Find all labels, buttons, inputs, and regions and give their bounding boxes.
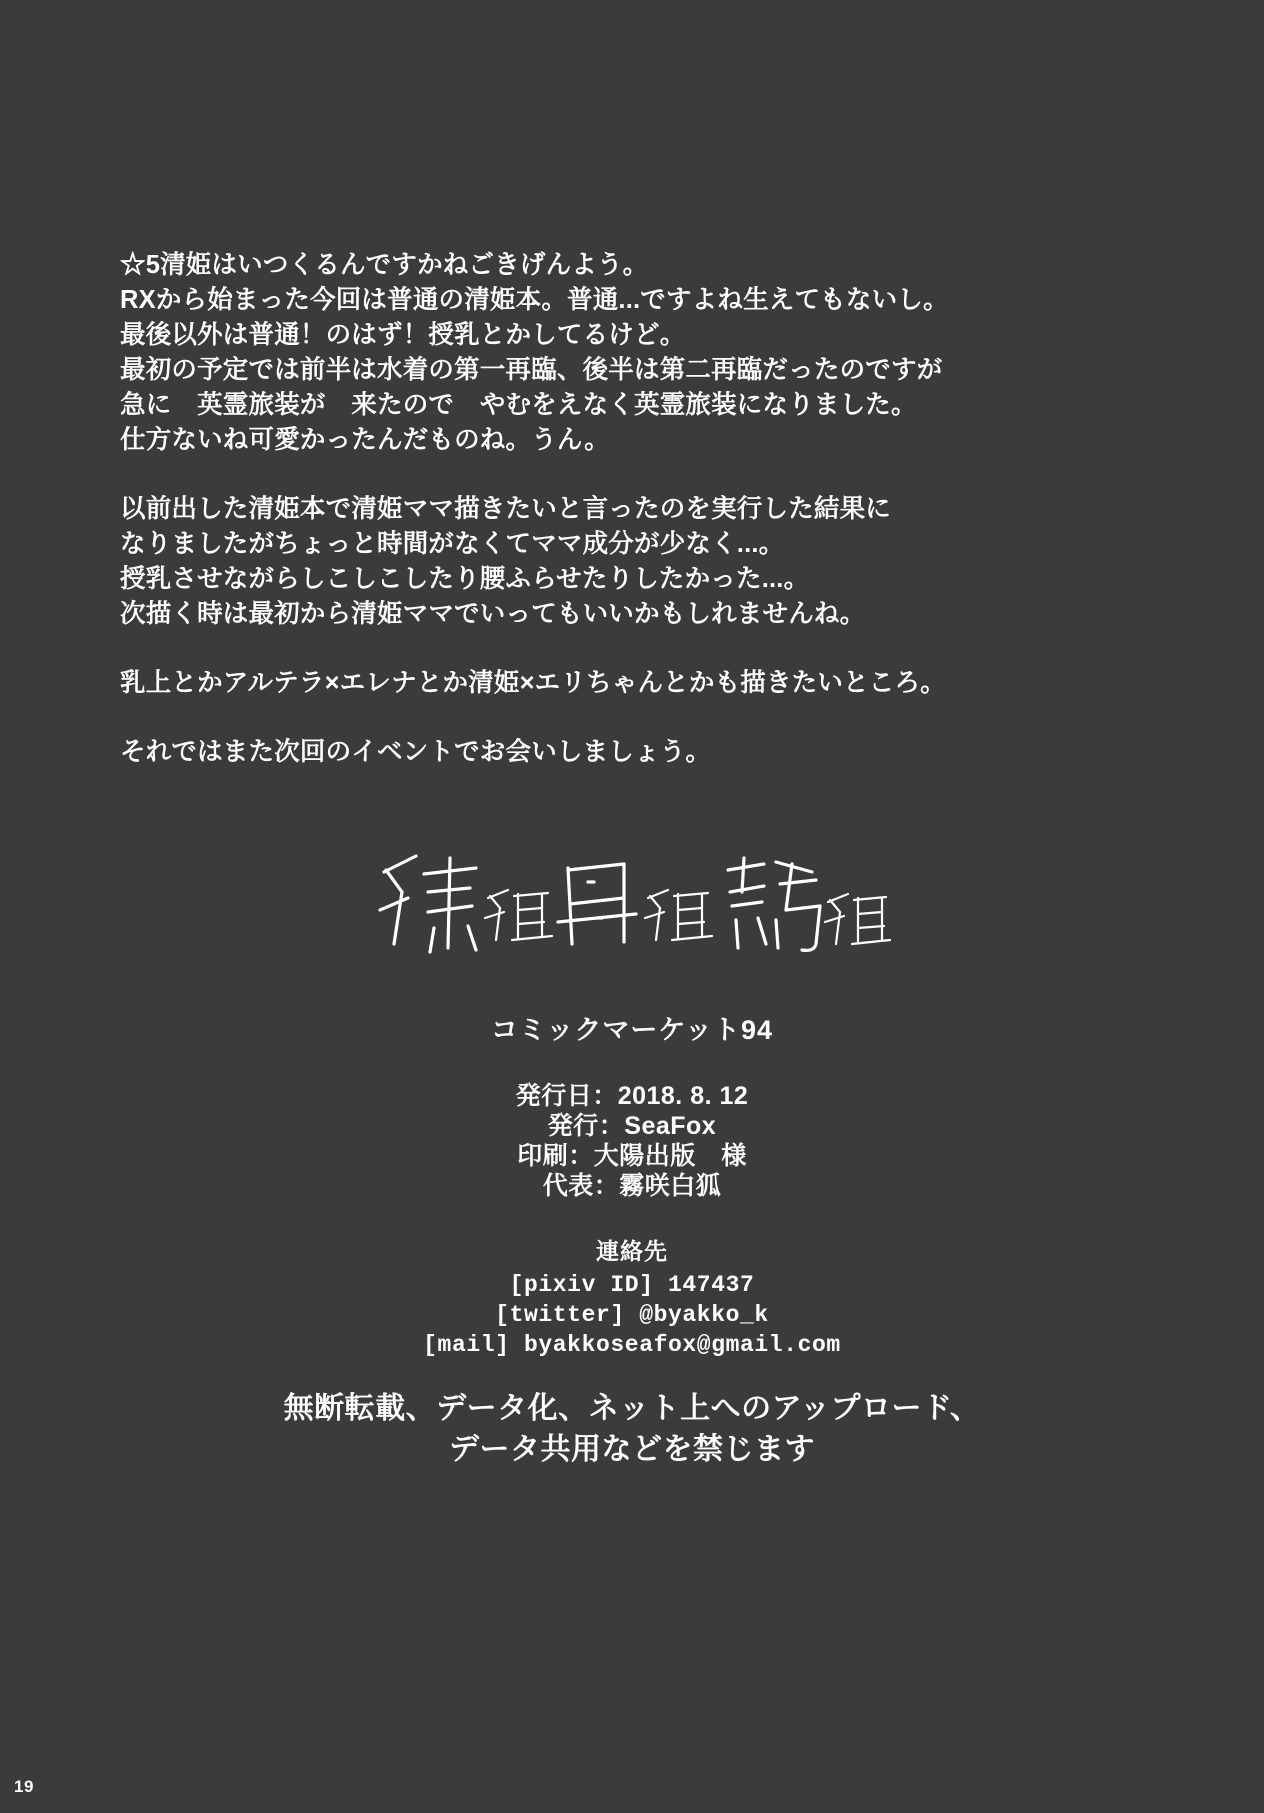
afterword-line: なりましたがちょっと時間がなくてママ成分が少なく...。	[120, 530, 785, 558]
event-name: コミックマーケット94	[490, 1015, 774, 1045]
contact-block	[0, 1233, 1264, 1360]
afterword-text	[120, 248, 1150, 770]
afterword-line: 最後以外は普通！のはず！授乳とかしてるけど。	[120, 321, 686, 349]
page-number: 19	[14, 1777, 34, 1796]
publication-date: 発行日：2018. 8. 12	[515, 1082, 749, 1110]
afterword-line: ☆5清姫はいつくるんですかねごきげんよう。	[120, 251, 649, 279]
contact-twitter: [twitter] @byakko_k	[495, 1302, 769, 1328]
afterword-line: 急に 英霊旅装が 来たので やむをえなく英霊旅装になりました。	[120, 391, 917, 419]
afterword-line: それではまた次回のイベントでお会いしましょう。	[120, 738, 712, 766]
publisher: 発行：SeaFox	[547, 1112, 717, 1140]
paragraph-spacer	[120, 701, 1150, 735]
title-logo	[0, 848, 1264, 978]
representative: 代表：霧咲白狐	[542, 1172, 722, 1200]
notice-line: 無断転載、データ化、ネット上へのアップロード、	[283, 1392, 981, 1425]
printer: 印刷：大陽出版 様	[517, 1142, 747, 1170]
contact-mail: [mail] byakkoseafox@gmail.com	[423, 1332, 841, 1358]
afterword-line: 乳上とかアルテラ×エレナとか清姫×エリちゃんとかも描きたいところ。	[120, 669, 946, 697]
contact-list	[0, 1270, 1264, 1360]
notice-line: データ共用などを禁じます	[449, 1433, 815, 1466]
colophon-block	[0, 1008, 1264, 1470]
afterword-line: 次描く時は最初から清姫ママでいってもいいかもしれませんね。	[120, 600, 866, 628]
afterword-line: 授乳させながらしこしこしたり腰ふらせたりしたかった...。	[120, 565, 810, 593]
title-logo-icon	[372, 848, 892, 968]
afterword-line: 仕方ないね可愛かったんだものね。うん。	[120, 426, 610, 454]
contact-pixiv: [pixiv ID] 147437	[509, 1272, 755, 1298]
contact-heading: 連絡先	[596, 1238, 668, 1264]
paragraph-spacer	[120, 632, 1150, 666]
afterword-line: 以前出した清姫本で清姫ママ描きたいと言ったのを実行した結果に	[120, 495, 892, 523]
afterword-line: 最初の予定では前半は水着の第一再臨、後半は第二再臨だったのですが	[120, 356, 943, 384]
imprint-info	[0, 1081, 1264, 1201]
copyright-notice	[0, 1388, 1264, 1470]
afterword-line: RXから始まった今回は普通の清姫本。普通...ですよね生えてもないし。	[120, 286, 949, 314]
paragraph-spacer	[120, 458, 1150, 492]
